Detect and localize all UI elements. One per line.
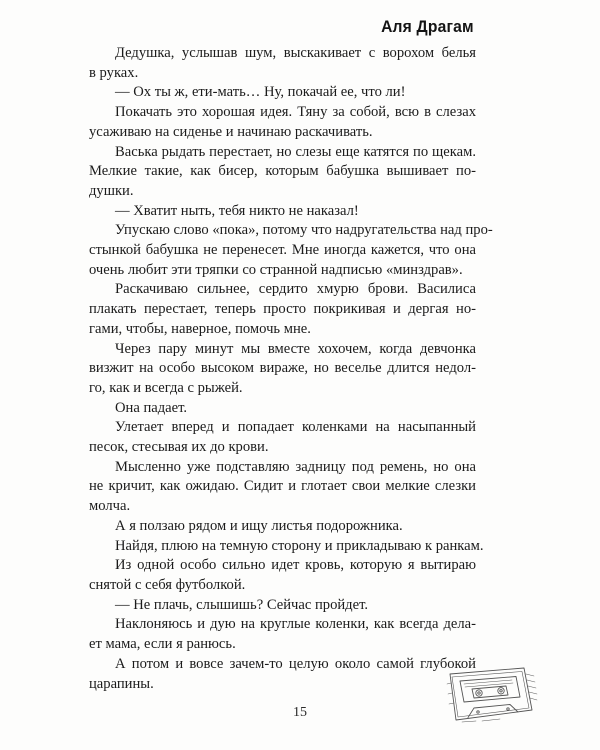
text-line: Дедушка, услышав шум, выскакивает с ворохом белья xyxy=(115,45,476,61)
paragraph xyxy=(89,458,476,517)
paragraph xyxy=(89,83,476,103)
text-line: молча. xyxy=(89,498,131,515)
text-line: Мысленно уже подставляю задницу под ремень, но она xyxy=(115,458,476,475)
paragraph xyxy=(89,221,493,280)
text-line: плакать перестает, теперь просто покрикивая и дергая но- xyxy=(89,301,476,318)
text-line: душки. xyxy=(89,182,134,199)
paragraph xyxy=(89,340,476,399)
paragraph xyxy=(89,537,484,557)
text-line: Через пару минут мы вместе хохочем, когда девчонка xyxy=(115,340,476,357)
paragraph xyxy=(89,418,476,457)
text-line: го, как и всегда с рыжей. xyxy=(89,379,243,396)
text-line: снятой с себя футболкой. xyxy=(89,576,246,593)
text-line: Наклоняюсь и дую на круглые коленки, как всегда дела- xyxy=(115,616,476,633)
text-line: Раскачиваю сильнее, сердито хмурю брови. Василиса xyxy=(115,281,476,298)
text-line: визжит на особо высоком вираже, но веселье длится недол- xyxy=(89,360,476,377)
text-line: — Не плачь, слышишь? Сейчас пройдет. xyxy=(115,596,369,613)
paragraph xyxy=(89,517,476,537)
text-line: ет мама, если я ранюсь. xyxy=(89,636,236,653)
cassette-tape-sketch xyxy=(442,664,538,726)
text-line: Улетает вперед и попадает коленками на насыпанный xyxy=(115,419,476,436)
text-line: в руках. xyxy=(89,64,139,81)
text-line: Из одной особо сильно идет кровь, которую я вытираю xyxy=(115,557,476,574)
text-line: — Ох ты ж, ети-мать… Ну, покачай ее, что ли! xyxy=(115,84,406,101)
text-line: Васька рыдать перестает, но слезы еще катятся по щекам. xyxy=(115,143,476,160)
text-line: песок, стесывая их до крови. xyxy=(89,439,269,456)
text-line: А потом и вовсе зачем-то целую около самой глубокой xyxy=(115,655,476,672)
paragraph xyxy=(89,596,476,616)
running-head-author: Аля Драгам xyxy=(381,17,474,36)
paragraph xyxy=(89,655,476,694)
paragraph xyxy=(89,44,476,83)
paragraph xyxy=(89,399,476,419)
text-line: А я ползаю рядом и ищу листья подорожника. xyxy=(115,517,403,534)
paragraph xyxy=(89,143,476,202)
text-line: стынкой бабушка не перенесет. Мне иногда кажется, что она xyxy=(89,242,476,259)
text-line: гами, чтобы, наверное, помочь мне. xyxy=(89,320,311,337)
text-line: царапины. xyxy=(89,675,154,692)
body-text xyxy=(89,44,493,694)
text-line: не кричит, как ожидаю. Сидит и глотает свои мелкие слезки xyxy=(89,478,476,495)
text-line: — Хватит ныть, тебя никто не наказал! xyxy=(115,202,359,219)
text-line: Покачать это хорошая идея. Тяну за собой, всю в слезах xyxy=(115,104,476,121)
text-line: очень любит эти тряпки со странной надписью «минздрав». xyxy=(89,261,463,278)
paragraph xyxy=(89,103,476,142)
paragraph xyxy=(89,202,476,222)
paragraph xyxy=(89,280,476,339)
text-line: Мелкие такие, как бисер, которым бабушка вышивает по- xyxy=(89,163,476,180)
text-line: Она падает. xyxy=(115,399,188,416)
text-line: усаживаю на сиденье и начинаю раскачивать. xyxy=(89,123,373,140)
paragraph xyxy=(89,615,476,654)
text-line: Упускаю слово «пока», потому что надругательства над про- xyxy=(115,222,493,239)
page-number: 15 xyxy=(293,705,307,720)
text-line: Найдя, плюю на темную сторону и прикладываю к ранкам. xyxy=(115,537,484,554)
paragraph xyxy=(89,556,476,595)
